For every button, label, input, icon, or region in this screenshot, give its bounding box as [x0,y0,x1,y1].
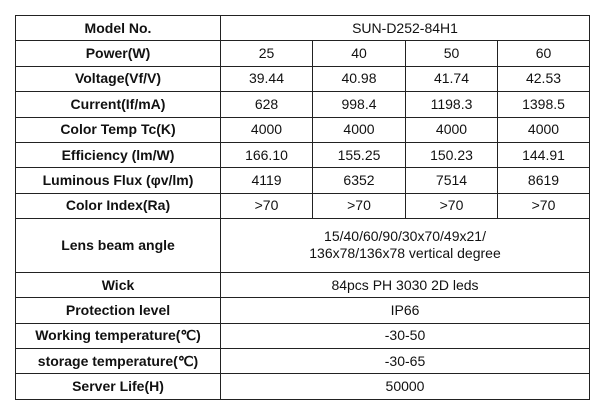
row-wick [16,272,590,297]
cell-voltage-4: 42.53 [498,66,590,91]
cell-voltage-3: 41.74 [406,66,498,91]
label-color-index: Color Index(Ra) [16,193,221,218]
cell-color-temp-1: 4000 [221,117,313,142]
cell-color-index-4: >70 [498,193,590,218]
cell-color-temp-2: 4000 [313,117,406,142]
cell-color-temp-3: 4000 [406,117,498,142]
lens-line-1: 15/40/60/90/30x70/49x21/ [324,228,486,245]
value-lens [221,219,590,273]
cell-luminous-flux-3: 7514 [406,168,498,193]
label-wick: Wick [16,272,221,297]
value-working-temp: -30-50 [221,323,590,348]
cell-current-4: 1398.5 [498,92,590,117]
cell-color-index-2: >70 [313,193,406,218]
label-model: Model No. [16,16,221,41]
label-working-temp: Working temperature(℃) [16,323,221,348]
label-efficiency: Efficiency (lm/W) [16,142,221,167]
cell-luminous-flux-2: 6352 [313,168,406,193]
cell-current-2: 998.4 [313,92,406,117]
cell-power-1: 25 [221,41,313,66]
cell-power-3: 50 [406,41,498,66]
row-server-life [16,374,590,400]
label-storage-temp: storage temperature(℃) [16,349,221,374]
cell-efficiency-1: 166.10 [221,142,313,167]
row-luminous-flux [16,168,590,193]
row-power [16,41,590,66]
cell-power-2: 40 [313,41,406,66]
label-luminous-flux: Luminous Flux (φv/lm) [16,168,221,193]
cell-efficiency-4: 144.91 [498,142,590,167]
row-model [16,16,590,41]
row-working-temp [16,323,590,348]
cell-color-temp-4: 4000 [498,117,590,142]
label-color-temp: Color Temp Tc(K) [16,117,221,142]
cell-luminous-flux-1: 4119 [221,168,313,193]
cell-current-1: 628 [221,92,313,117]
label-protection: Protection level [16,298,221,323]
value-wick: 84pcs PH 3030 2D leds [221,272,590,297]
label-power: Power(W) [16,41,221,66]
label-server-life: Server Life(H) [16,374,221,400]
cell-voltage-2: 40.98 [313,66,406,91]
value-model: SUN-D252-84H1 [221,16,590,41]
row-lens [16,219,590,273]
cell-color-index-1: >70 [221,193,313,218]
row-storage-temp [16,349,590,374]
cell-efficiency-2: 155.25 [313,142,406,167]
row-protection [16,298,590,323]
row-efficiency [16,142,590,167]
label-voltage: Voltage(Vf/V) [16,66,221,91]
label-lens: Lens beam angle [16,219,221,273]
row-voltage [16,66,590,91]
spec-table [15,15,590,400]
value-server-life: 50000 [221,374,590,400]
row-color-index [16,193,590,218]
cell-current-3: 1198.3 [406,92,498,117]
label-current: Current(If/mA) [16,92,221,117]
lens-line-2: 136x78/136x78 vertical degree [309,245,501,262]
value-protection: IP66 [221,298,590,323]
cell-color-index-3: >70 [406,193,498,218]
cell-voltage-1: 39.44 [221,66,313,91]
row-current [16,92,590,117]
value-storage-temp: -30-65 [221,349,590,374]
cell-power-4: 60 [498,41,590,66]
row-color-temp [16,117,590,142]
cell-luminous-flux-4: 8619 [498,168,590,193]
cell-efficiency-3: 150.23 [406,142,498,167]
